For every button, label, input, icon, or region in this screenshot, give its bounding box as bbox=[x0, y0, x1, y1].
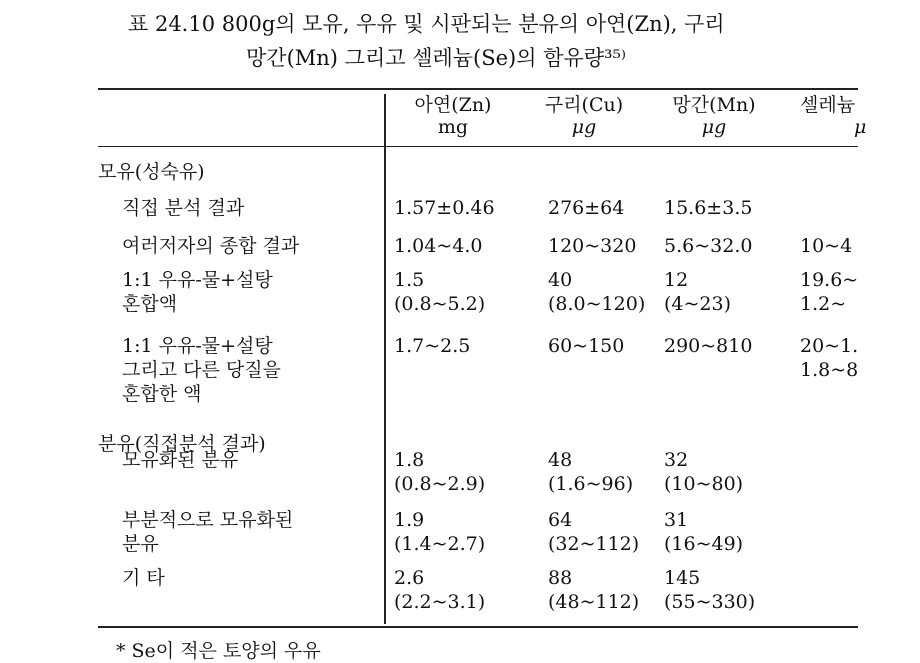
cell-mn-line: 145 bbox=[664, 567, 701, 589]
cell-mn-line: (4~23) bbox=[664, 293, 732, 315]
group-label-formula: 분유(직접분석 결과) bbox=[98, 433, 266, 455]
col-header-mn-unit: μg bbox=[701, 116, 727, 138]
cell-mn bbox=[664, 268, 731, 316]
cell-cu-line: 48 bbox=[548, 449, 573, 471]
row-label-line: 기 타 bbox=[122, 567, 165, 589]
cell-cu-line: 276±64 bbox=[548, 197, 625, 219]
col-header-se-unit: μ bbox=[854, 116, 867, 138]
cell-cu bbox=[548, 566, 639, 614]
cell-zn-line: (1.4~2.7) bbox=[394, 533, 486, 555]
cell-mn bbox=[664, 334, 752, 358]
cell-zn-line: (2.2~3.1) bbox=[394, 591, 486, 613]
cell-se bbox=[800, 234, 852, 258]
cell-se-line: 10~4 bbox=[800, 235, 853, 257]
row-label bbox=[122, 566, 165, 590]
cell-mn-line: (10~80) bbox=[664, 473, 744, 495]
table-title-line1: 표 24.10 800g의 모유, 우유 및 시판되는 분유의 아연(Zn), 구리 bbox=[128, 12, 725, 36]
col-header-zn-name: 아연(Zn) bbox=[414, 94, 492, 116]
cell-mn bbox=[664, 566, 755, 614]
row-label-line: 부분적으로 모유화된 bbox=[122, 509, 294, 531]
row-label-line: 혼합액 bbox=[122, 293, 178, 315]
cell-se-line: 20~1. bbox=[800, 335, 859, 357]
col-header-zn bbox=[390, 94, 516, 138]
cell-cu-line: (48~112) bbox=[548, 591, 640, 613]
table-title-line2: 망간(Mn) 그리고 셀레늄(Se)의 함유량³⁵⁾ bbox=[246, 46, 627, 70]
cell-mn-line: (55~330) bbox=[664, 591, 756, 613]
cell-cu-line: 88 bbox=[548, 567, 573, 589]
row-label bbox=[122, 268, 273, 316]
cell-zn-line: (0.8~2.9) bbox=[394, 473, 486, 495]
cell-mn bbox=[664, 234, 752, 258]
cell-cu-line: (8.0~120) bbox=[548, 293, 646, 315]
row-label-line: 여러저자의 종합 결과 bbox=[122, 235, 300, 257]
row-label bbox=[122, 334, 281, 406]
row-label bbox=[122, 448, 238, 472]
row-label-line: 혼합한 액 bbox=[122, 383, 202, 405]
header-rule bbox=[98, 146, 858, 147]
cell-zn-line: 1.5 bbox=[394, 269, 425, 291]
row-label bbox=[122, 234, 299, 258]
cell-cu-line: 64 bbox=[548, 509, 573, 531]
cell-se bbox=[800, 334, 858, 382]
row-label bbox=[122, 508, 293, 556]
row-label-line: 모유화된 분유 bbox=[122, 449, 239, 471]
cell-cu bbox=[548, 334, 624, 358]
cell-zn bbox=[394, 268, 485, 316]
group-label-breast-milk: 모유(성숙유) bbox=[98, 161, 205, 183]
cell-mn bbox=[664, 196, 752, 220]
footnote: * Se이 적은 토양의 우유 bbox=[116, 640, 321, 662]
col-header-cu bbox=[522, 94, 646, 138]
row-label-line: 직접 분석 결과 bbox=[122, 197, 245, 219]
col-header-cu-name: 구리(Cu) bbox=[544, 94, 624, 116]
cell-zn-line: (0.8~5.2) bbox=[394, 293, 486, 315]
row-label bbox=[122, 196, 244, 220]
cell-cu-line: (1.6~96) bbox=[548, 473, 634, 495]
row-label-line: 1:1 우유-물+설탕 bbox=[122, 269, 273, 291]
cell-se bbox=[800, 268, 858, 316]
cell-mn-line: 12 bbox=[664, 269, 689, 291]
col-header-se bbox=[800, 94, 920, 138]
cell-zn-line: 1.9 bbox=[394, 509, 425, 531]
cell-cu-line: 120~320 bbox=[548, 235, 637, 257]
cell-zn-line: 1.7~2.5 bbox=[394, 335, 471, 357]
cell-zn-line: 2.6 bbox=[394, 567, 425, 589]
row-label-line: 분유 bbox=[122, 533, 159, 555]
cell-cu bbox=[548, 448, 633, 496]
cell-cu bbox=[548, 508, 639, 556]
cell-zn bbox=[394, 566, 485, 614]
col-header-zn-unit: mg bbox=[437, 116, 469, 138]
col-header-se-name: 셀레늄 bbox=[800, 94, 856, 116]
cell-zn-line: 1.8 bbox=[394, 449, 425, 471]
cell-mn-line: 5.6~32.0 bbox=[664, 235, 753, 257]
cell-mn-line: (16~49) bbox=[664, 533, 744, 555]
label-divider bbox=[384, 94, 386, 624]
cell-mn-line: 32 bbox=[664, 449, 689, 471]
cell-mn bbox=[664, 448, 743, 496]
cell-zn-line: 1.57±0.46 bbox=[394, 197, 495, 219]
cell-cu-line: (32~112) bbox=[548, 533, 640, 555]
cell-zn bbox=[394, 234, 482, 258]
cell-cu bbox=[548, 196, 624, 220]
cell-cu bbox=[548, 268, 645, 316]
cell-mn-line: 290~810 bbox=[664, 335, 753, 357]
cell-zn bbox=[394, 448, 485, 496]
cell-mn-line: 15.6±3.5 bbox=[664, 197, 753, 219]
cell-zn bbox=[394, 196, 495, 220]
cell-cu-line: 60~150 bbox=[548, 335, 625, 357]
cell-se-line: 1.8~8 bbox=[800, 359, 859, 381]
cell-zn-line: 1.04~4.0 bbox=[394, 235, 483, 257]
cell-mn bbox=[664, 508, 743, 556]
cell-se-line: 19.6~ bbox=[800, 269, 859, 291]
cell-zn bbox=[394, 508, 485, 556]
cell-cu-line: 40 bbox=[548, 269, 573, 291]
col-header-mn-name: 망간(Mn) bbox=[672, 94, 756, 116]
cell-se-line: 1.2~ bbox=[800, 293, 847, 315]
row-label-line: 그리고 다른 당질을 bbox=[122, 359, 281, 381]
top-rule bbox=[98, 88, 858, 90]
col-header-mn bbox=[652, 94, 776, 138]
cell-cu bbox=[548, 234, 636, 258]
cell-mn-line: 31 bbox=[664, 509, 689, 531]
col-header-cu-unit: μg bbox=[571, 116, 597, 138]
cell-zn bbox=[394, 334, 470, 358]
bottom-rule bbox=[98, 626, 858, 628]
row-label-line: 1:1 우유-물+설탕 bbox=[122, 335, 273, 357]
